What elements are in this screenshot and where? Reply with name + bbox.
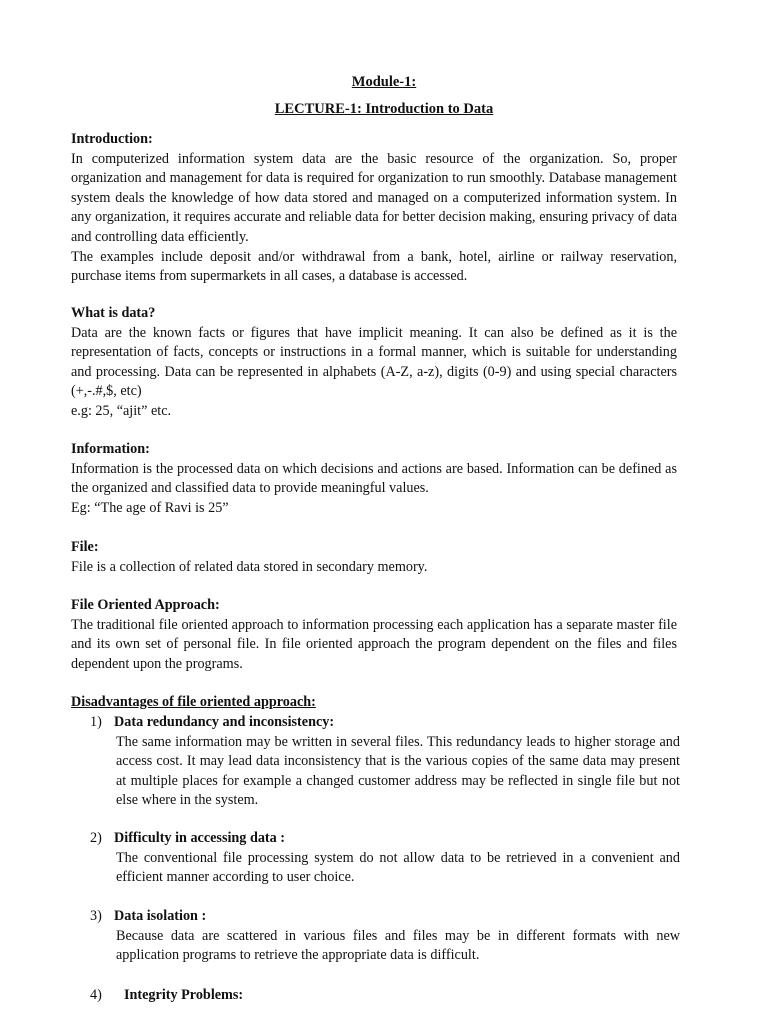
section-heading: Information: <box>71 441 150 457</box>
list-item <box>90 907 680 966</box>
section-file-oriented-approach <box>71 596 677 674</box>
paragraph: e.g: 25, “ajit” etc. <box>71 402 172 419</box>
list-item-title: Data isolation : <box>114 908 207 924</box>
paragraph: Eg: “The age of Ravi is 25” <box>71 499 229 516</box>
list-item-title: Integrity Problems: <box>124 987 244 1003</box>
section-heading: File: <box>71 539 99 555</box>
paragraph: In computerized information system data are the basic resource of the organization. So, proper organization and management for data is required for organization to run smoothly. Database management system deals the knowledge of how data stored and managed on a computerized information system. In any organization, it requires accurate and reliable data for better decision making, ensuring privacy of data and controlling data efficiently. <box>71 150 677 245</box>
section-heading: Disadvantages of file oriented approach: <box>71 694 316 710</box>
section-heading: Introduction: <box>71 131 153 147</box>
section-information <box>71 440 677 518</box>
list-number: 2) <box>90 830 102 846</box>
list-item <box>90 829 680 888</box>
section-what-is-data <box>71 304 677 422</box>
section-disadvantages <box>71 693 677 713</box>
list-number: 3) <box>90 908 102 924</box>
paragraph: Data are the known facts or figures that have implicit meaning. It can also be defined as it is the representation of facts, concepts or instructions in a formal manner, which is suitable for understanding and processing. Data can be represented in alphabets (A-Z, a-z), digits (0-9) and using special characters (+,-.#,$, etc) <box>71 324 677 400</box>
list-item <box>90 713 680 811</box>
paragraph: File is a collection of related data stored in secondary memory. <box>71 558 428 575</box>
list-item-title: Difficulty in accessing data : <box>114 830 286 846</box>
section-heading: File Oriented Approach: <box>71 597 220 613</box>
list-item-text: The conventional file processing system do not allow data to be retrieved in a convenient and efficient manner according to user choice. <box>116 849 680 886</box>
list-item <box>90 986 680 1006</box>
module-title: Module-1: <box>351 74 417 90</box>
list-number: 1) <box>90 714 102 730</box>
paragraph: The examples include deposit and/or withdrawal from a bank, hotel, airline or railway reservation, purchase items from supermarkets in all cases, a database is accessed. <box>71 248 677 285</box>
section-heading: What is data? <box>71 305 156 321</box>
paragraph: Information is the processed data on which decisions and actions are based. Information can be defined as the organized and classified data to provide meaningful values. <box>71 460 677 497</box>
lecture-title: LECTURE-1: Introduction to Data <box>274 101 494 117</box>
section-introduction <box>71 130 677 287</box>
section-file <box>71 538 677 577</box>
list-number: 4) <box>90 987 102 1003</box>
list-item-text: Because data are scattered in various files and files may be in different formats with new application programs to retrieve the appropriate data is difficult. <box>116 927 680 964</box>
list-item-text: The same information may be written in several files. This redundancy leads to higher storage and access cost. It may lead data inconsistency that is the various copies of the same data may present at multiple places for example a changed customer address may be reflected in single file but not else where in the system. <box>116 733 680 809</box>
paragraph: The traditional file oriented approach to information processing each application has a separate master file and its own set of personal file. In file oriented approach the program dependent on the files and files dependent upon the programs. <box>71 616 677 672</box>
list-item-title: Data redundancy and inconsistency: <box>114 714 335 730</box>
